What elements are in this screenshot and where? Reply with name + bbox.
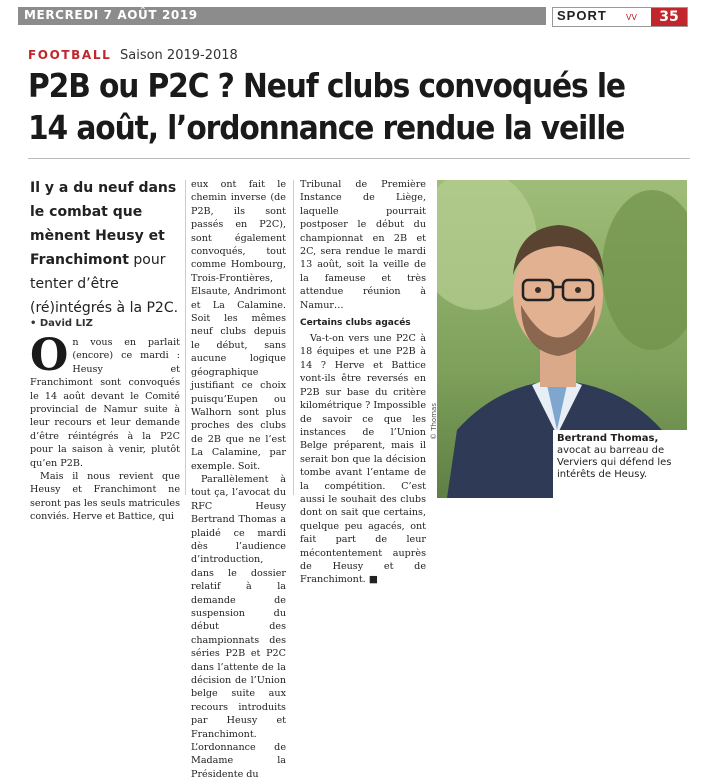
section-name: SPORT <box>557 8 607 23</box>
article-column-1 <box>30 330 180 524</box>
col3-paragraph-1: Tribunal de Première Instance de Liège, laquelle pourrait postposer le début du championnat en 2B et 2C, sera rendue le mardi 13 août, soit la veille de la fameuse et très attendue réunion à Namur… <box>300 179 426 311</box>
page-number: 35 <box>651 8 687 26</box>
photo-caption <box>553 430 690 498</box>
headline-line-1: P2B ou P2C ? Neuf clubs convoqués le <box>28 66 625 105</box>
byline: • David LIZ <box>30 318 93 329</box>
article-kicker: FOOTBALL <box>28 48 112 62</box>
drop-cap: O <box>30 330 69 381</box>
article-lede <box>30 176 180 320</box>
col1-paragraph-2: Mais il nous revient que Heusy et Franchimont ne seront pas les seuls matricules conviés. Herve et Battice, qui <box>30 471 180 523</box>
headline-line-2: 14 août, l’ordonnance rendue la veille <box>28 108 625 147</box>
article-column-3 <box>300 178 426 587</box>
issue-date: MERCREDI 7 AOÛT 2019 <box>24 8 198 22</box>
article-season: Saison 2019-2018 <box>120 48 238 63</box>
column-divider <box>293 180 294 495</box>
col2-paragraph-2: Parallèlement à tout ça, l’avocat du RFC Heusy Bertrand Thomas a plaidé ce mardi dès l’audience d’introduction, dans le dossier relatif à la demande de suspension du début des championnats des séries P2B et P2C dans l’attente de la décision de l’Union belge suite aux recours introduits par Heusy et Franchimont. L’ordonnance de Madame la Présidente du <box>191 473 286 780</box>
article-column-2 <box>191 178 286 781</box>
caption-name: Bertrand Thomas, <box>557 433 659 444</box>
date-band <box>18 7 546 25</box>
col3-subhead: Certains clubs agacés <box>300 318 411 329</box>
lede-rest: pour tenter d’être (ré)intégrés à la P2C. <box>30 252 179 316</box>
section-code: VV <box>626 13 637 22</box>
column-divider <box>185 180 186 495</box>
col1-paragraph-1: n vous en parlait (encore) ce mardi : Heusy et Franchimont sont convoqués le 14 août devant le Comité provincial de Namur suite à leur recours et leur demande d’être réintégrés à la P2C pour la saison à venir, plutôt qu’en P2B. <box>30 337 180 469</box>
caption-text: avocat au barreau de Verviers qui défend les intérêts de Heusy. <box>557 445 672 480</box>
col2-paragraph-1: eux ont fait le chemin inverse (de P2B, ils sont passés en P2C), sont également convoqués, tout comme Hombourg, Trois-Frontières, Elsaute, Andrimont et La Calamine. Soit les mêmes neuf clubs depuis le début, sans aucune logique géographique justifiant ce choix puisqu’Eupen ou Walhorn sont plus proches des clubs de 2B que ne l’est La Calamine, par exemple. Soit. <box>191 179 286 472</box>
col3-paragraph-2: Va-t-on vers une P2C à 18 équipes et une P2B à 14 ? Herve et Battice vont-ils être reversés en P2B sur base du critère kilométrique ? Impossible de savoir ce que les instances de l’Union Belge préparent, mais il serait bon que la décision tombe avant l’entame de la compétition. C’est aussi le souhait des clubs dont on sait que certains, quelque peu agacés, ont fait part de leur mécontentement auprès de Heusy et de Franchimont. ■ <box>300 333 426 586</box>
section-box <box>552 7 688 27</box>
headline-rule <box>28 158 690 159</box>
photo-credit: © Thomas <box>430 403 438 440</box>
page-header <box>0 0 704 30</box>
lede-bold: Il y a du neuf dans le combat que mènent Heusy et Franchimont <box>30 180 177 268</box>
